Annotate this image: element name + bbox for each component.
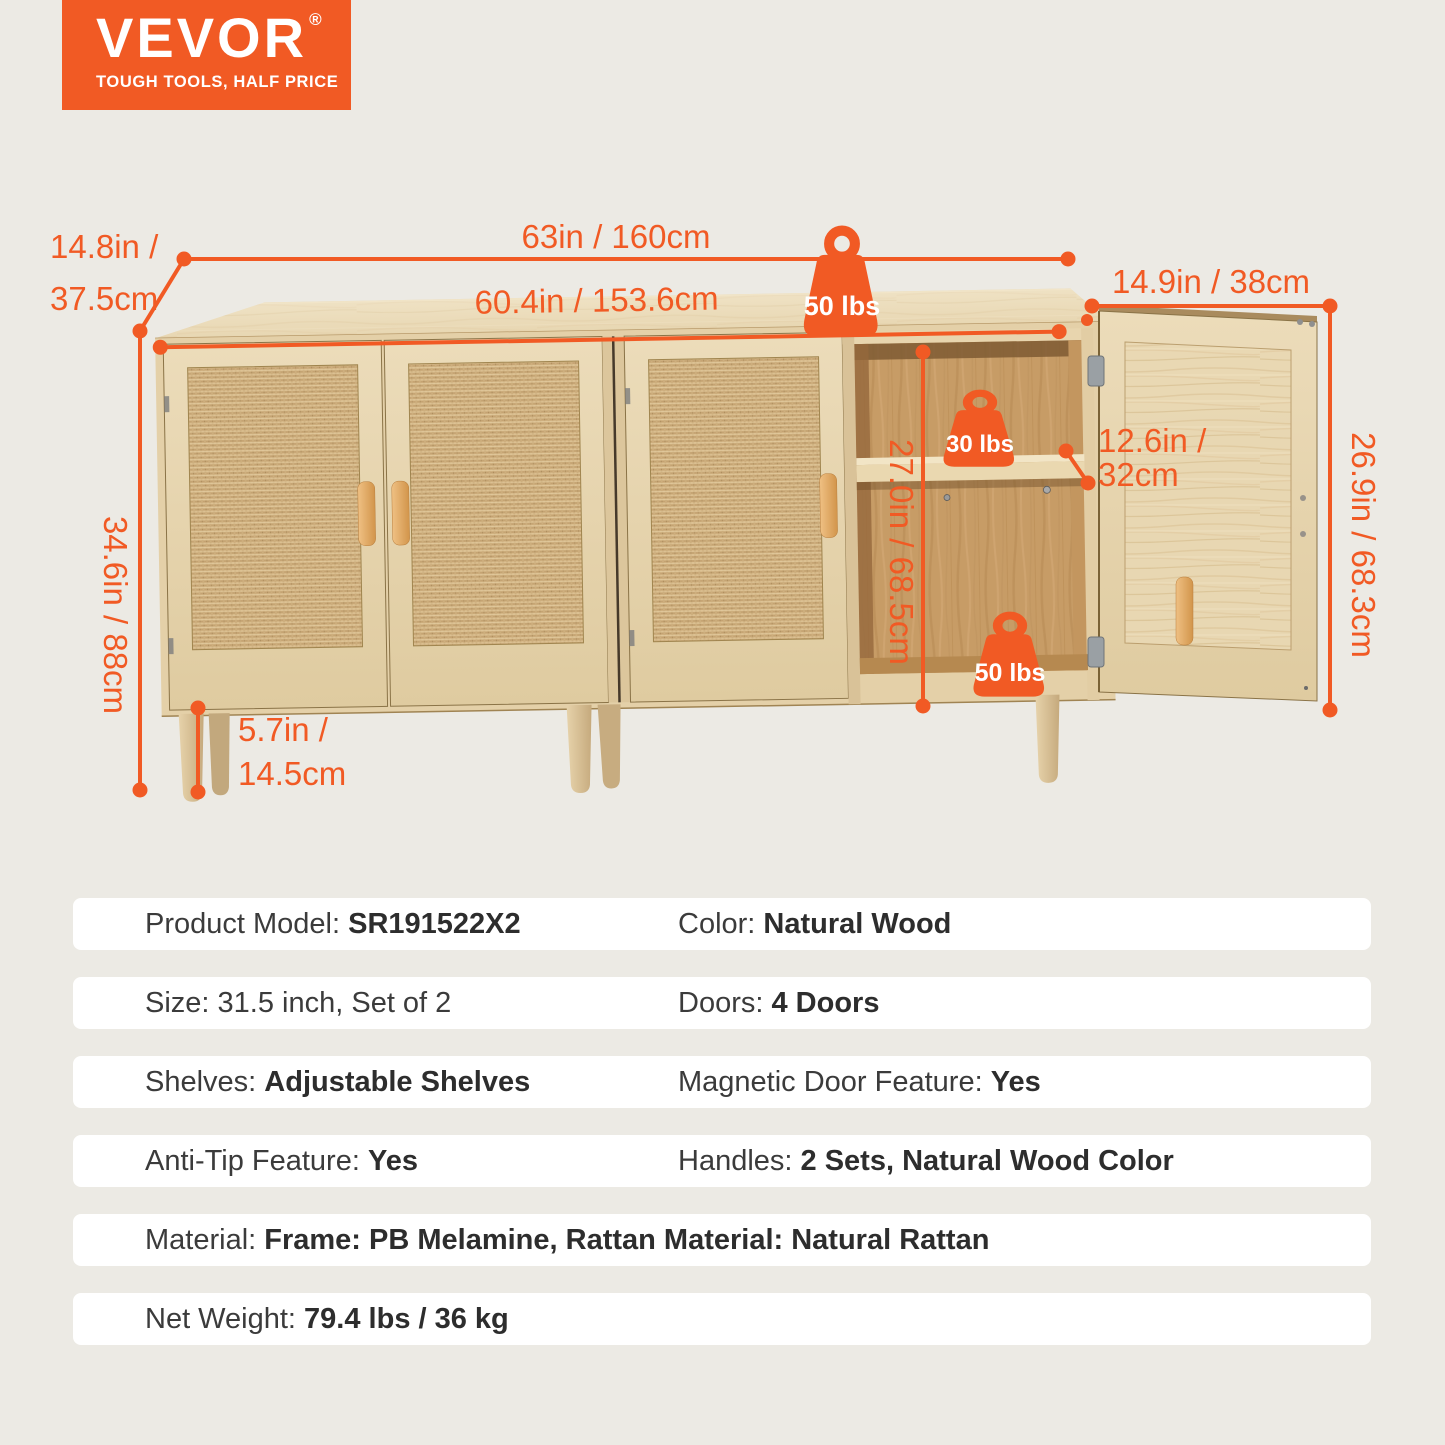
door-handle-1 [358, 482, 376, 546]
dim-top-depth-label-2: 37.5cm [50, 280, 159, 317]
dim-shelf-depth-label-1: 12.6in / [1098, 422, 1207, 459]
door-handle-4 [1176, 577, 1193, 645]
rattan-panel-3 [649, 357, 824, 642]
spec-label: Magnetic Door Feature: [678, 1066, 991, 1098]
dim-left-height-label: 34.6in / 88cm [97, 515, 134, 715]
spec-value: 2 Sets, Natural Wood Color [800, 1145, 1174, 1177]
weight-shelf-label: 30 lbs [945, 431, 1015, 458]
vevor-logo [62, 0, 351, 110]
spec-row-antitip [73, 1135, 1371, 1187]
rattan-panel-2 [409, 361, 584, 646]
spec-label: Handles: [678, 1145, 801, 1177]
dim-right-height-label: 26.9in / 68.3cm [1345, 432, 1382, 658]
spec-value: Natural Wood [763, 908, 952, 940]
door-handle-2 [392, 481, 410, 545]
spec-value: Yes [367, 1145, 418, 1177]
dim-outer-width-label: 63in / 160cm [521, 218, 711, 255]
spec-label: Shelves: [145, 1066, 265, 1098]
dim-inner-width-label: 60.4in / 153.6cm [474, 279, 719, 321]
door-handle-3 [820, 473, 838, 537]
weight-icon-top [804, 231, 881, 336]
spec-table [73, 898, 1371, 1372]
spec-row-model [73, 898, 1371, 950]
dim-leg-height-label-1: 5.7in / [238, 711, 328, 748]
spec-label: Color: [678, 908, 764, 940]
dim-open-door-width-label: 14.9in / 38cm [1111, 263, 1311, 300]
dim-inner-height-label: 27.0in / 68.5cm [883, 439, 920, 665]
open-compartment [842, 328, 1099, 704]
spec-label: Doors: [678, 987, 772, 1019]
door-4-open [1088, 305, 1317, 701]
spec-label: Size: [145, 987, 218, 1019]
spec-label: Net Weight: [145, 1303, 305, 1335]
registered-mark: ® [309, 10, 322, 29]
brand-tagline: TOUGH TOOLS, HALF PRICE [96, 73, 339, 91]
spec-label: Anti-Tip Feature: [145, 1145, 368, 1177]
dim-shelf-depth-label-2: 32cm [1098, 456, 1179, 493]
spec-value: 31.5 inch, Set of 2 [217, 987, 452, 1019]
dim-leg-height-label-2: 14.5cm [238, 755, 347, 792]
spec-value: Yes [990, 1066, 1041, 1098]
spec-value: 4 Doors [771, 987, 880, 1019]
door-2 [384, 337, 608, 707]
spec-row-material [73, 1214, 1371, 1266]
spec-value: Adjustable Shelves [264, 1066, 531, 1098]
weight-bottom-label: 50 lbs [974, 659, 1046, 687]
spec-row-weight [73, 1293, 1371, 1345]
spec-value: SR191522X2 [348, 908, 521, 940]
spec-row-size [73, 977, 1371, 1029]
spec-value: 79.4 lbs / 36 kg [304, 1303, 509, 1335]
rattan-panel-1 [188, 365, 363, 650]
door-4-panel [1125, 342, 1291, 650]
door-3 [624, 332, 848, 702]
spec-value: Frame: PB Melamine, Rattan Material: Natural Rattan [264, 1224, 990, 1256]
brand-name: VEVOR [96, 6, 308, 69]
spec-label: Material: [145, 1224, 265, 1256]
spec-row-shelves [73, 1056, 1371, 1108]
weight-top-label: 50 lbs [803, 291, 881, 321]
spec-label: Product Model: [145, 908, 349, 940]
dim-top-depth-label-1: 14.8in / [50, 228, 159, 265]
door-1 [163, 340, 387, 710]
